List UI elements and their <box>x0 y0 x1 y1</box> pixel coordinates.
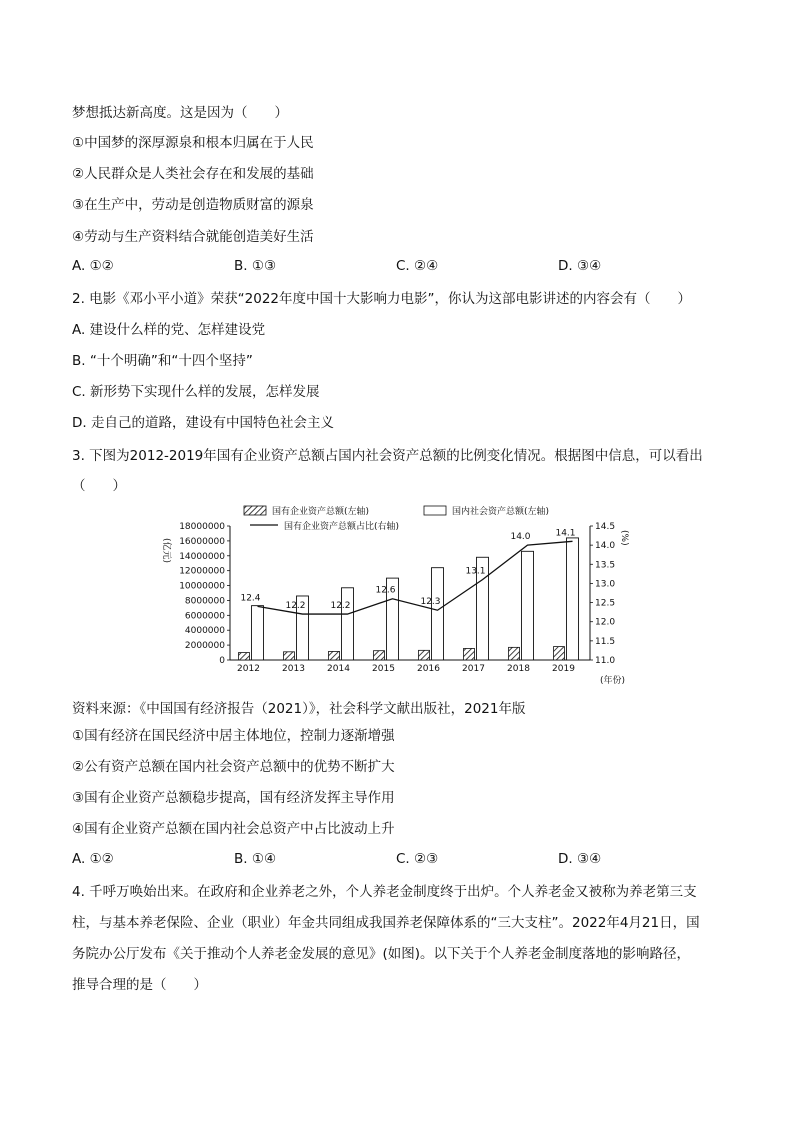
q4-line-2: 柱，与基本养老保险、企业（职业）年金共同组成我国养老保障体系的“三大支柱”。2022年4月21日，国 <box>72 915 700 931</box>
q3-item-4: ④国有企业资产总额在国内社会总资产中占比波动上升 <box>72 821 395 837</box>
x-tick-label: 2017 <box>462 664 485 674</box>
left-tick-label: 12000000 <box>179 566 225 577</box>
bar-total-assets <box>252 606 264 660</box>
right-tick-label: 12.0 <box>595 617 616 628</box>
right-tick-label: 14.5 <box>595 522 616 532</box>
left-tick-label: 14000000 <box>179 551 225 562</box>
right-tick-label: 13.0 <box>595 579 616 590</box>
q1-item-3: ③在生产中，劳动是创造物质财富的源泉 <box>72 197 314 213</box>
x-tick-label: 2018 <box>507 664 530 674</box>
q3-option-c[interactable]: C. ②③ <box>396 851 439 867</box>
q1-option-b[interactable]: B. ①③ <box>234 258 277 274</box>
left-tick-label: 8000000 <box>184 596 225 607</box>
q3-option-d[interactable]: D. ③④ <box>558 851 602 867</box>
ratio-data-label: 12.6 <box>375 585 396 596</box>
q2-option-d[interactable]: D. 走自己的道路，建设有中国特色社会主义 <box>72 415 334 431</box>
x-axis-title: (年份) <box>600 676 626 686</box>
left-tick-label: 18000000 <box>179 522 225 532</box>
q3-option-b[interactable]: B. ①④ <box>234 851 277 867</box>
q3-options <box>72 851 712 869</box>
bar-soe-assets <box>419 650 430 660</box>
ratio-data-label: 12.4 <box>240 593 261 604</box>
q4-line-4: 推导合理的是（ ） <box>72 977 207 993</box>
q2-option-a[interactable]: A. 建设什么样的党、怎样建设党 <box>72 322 266 338</box>
q3-item-2: ②公有资产总额在国内社会资产总额中的优势不断扩大 <box>72 759 395 775</box>
q2-stem: 2. 电影《邓小平小道》荣获“2022年度中国十大影响力电影”，你认为这部电影讲述的内容会有（ ） <box>72 291 692 307</box>
right-axis-title: (%) <box>619 530 629 546</box>
q2-option-b[interactable]: B. “十个明确”和“十四个坚持” <box>72 353 253 369</box>
q1-stem-tail: 梦想抵达新高度。这是因为（ ） <box>72 105 288 121</box>
left-tick-label: 4000000 <box>184 626 225 637</box>
x-tick-label: 2015 <box>372 664 395 674</box>
right-tick-label: 11.0 <box>595 656 616 666</box>
bar-soe-assets <box>329 651 340 660</box>
right-tick-label: 13.5 <box>595 560 616 571</box>
bar-soe-assets <box>374 651 385 660</box>
x-tick-label: 2014 <box>327 664 350 674</box>
bar-soe-assets <box>464 648 475 660</box>
bar-total-assets <box>567 538 579 660</box>
q3-item-3: ③国有企业资产总额稳步提高，国有经济发挥主导作用 <box>72 790 395 806</box>
q1-options <box>72 258 712 276</box>
right-tick-label: 14.0 <box>595 541 616 552</box>
x-tick-label: 2016 <box>417 664 440 674</box>
right-tick-label: 11.5 <box>595 636 616 647</box>
ratio-data-label: 14.0 <box>510 532 531 543</box>
left-tick-label: 10000000 <box>179 581 225 592</box>
legend-label-total-assets: 国内社会资产总额(左轴) <box>452 507 550 517</box>
bar-soe-assets <box>509 647 520 660</box>
ratio-data-label: 12.2 <box>285 601 306 612</box>
right-tick-label: 12.5 <box>595 598 616 609</box>
bar-total-assets <box>522 551 534 660</box>
bar-total-assets <box>342 588 354 660</box>
chart-legend <box>244 505 549 532</box>
q3-item-1: ①国有经济在国民经济中居主体地位，控制力逐渐增强 <box>72 728 395 744</box>
legend-label-soe-assets: 国有企业资产总额(左轴) <box>272 507 370 517</box>
q4-line-3: 务院办公厅发布《关于推动个人养老金发展的意见》(如图)。以下关于个人养老金制度落地的影响路径， <box>72 946 691 962</box>
left-axis-title: (亿元) <box>161 538 171 564</box>
left-tick-label: 2000000 <box>184 641 225 652</box>
left-tick-label: 16000000 <box>179 536 225 547</box>
left-tick-label: 6000000 <box>184 611 225 622</box>
x-tick-label: 2019 <box>552 664 575 674</box>
legend-swatch-soe-assets <box>244 506 266 515</box>
q4-line-1: 4. 千呼万唤始出来。在政府和企业养老之外，个人养老金制度终于出炉。个人养老金又被称为养老第三支 <box>72 884 697 900</box>
q1-option-d[interactable]: D. ③④ <box>558 258 602 274</box>
q1-item-1: ①中国梦的深厚源泉和根本归属在于人民 <box>72 135 314 151</box>
x-tick-label: 2012 <box>237 664 260 674</box>
bar-soe-assets <box>554 647 565 660</box>
q2-option-c[interactable]: C. 新形势下实现什么样的发展，怎样发展 <box>72 384 320 400</box>
ratio-data-label: 14.1 <box>555 528 576 539</box>
q3-option-a[interactable]: A. ①② <box>72 851 114 867</box>
bar-soe-assets <box>284 652 295 660</box>
x-tick-label: 2013 <box>282 664 305 674</box>
bar-total-assets <box>432 568 444 660</box>
q1-option-a[interactable]: A. ①② <box>72 258 114 274</box>
ratio-data-label: 12.2 <box>330 601 351 612</box>
left-tick-label: 0 <box>219 656 225 666</box>
ratio-data-label: 12.3 <box>420 597 441 608</box>
q3-chart-source: 资料来源：《中国国有经济报告（2021）》，社会科学文献出版社，2021年版 <box>72 701 526 717</box>
q1-item-2: ②人民群众是人类社会存在和发展的基础 <box>72 166 314 182</box>
legend-swatch-total-assets <box>424 506 446 515</box>
q3-stem-line-2: （ ） <box>72 478 126 494</box>
ratio-data-label: 13.1 <box>465 566 486 577</box>
asset-ratio-chart <box>150 500 650 690</box>
q1-item-4: ④劳动与生产资料结合就能创造美好生活 <box>72 229 314 245</box>
legend-label-ratio: 国有企业资产总额占比(右轴) <box>284 522 400 532</box>
bar-soe-assets <box>239 653 250 660</box>
q3-stem-line-1: 3. 下图为2012-2019年国有企业资产总额占国内社会资产总额的比例变化情况。根据图中信息，可以看出 <box>72 448 703 464</box>
q1-option-c[interactable]: C. ②④ <box>396 258 439 274</box>
